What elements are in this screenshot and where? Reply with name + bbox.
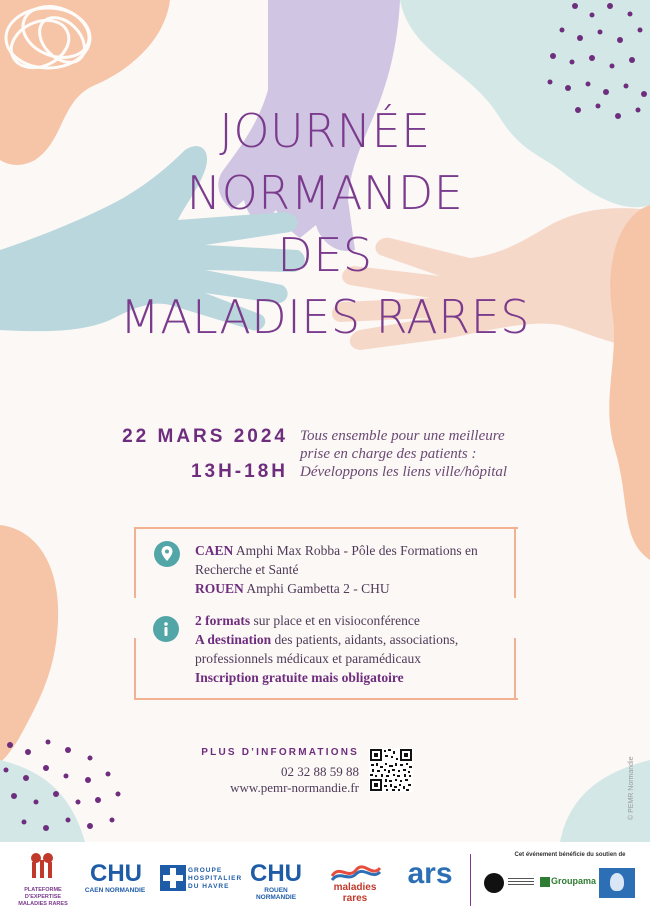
chu-caen-logo: CHU	[90, 860, 142, 887]
info-box-top-rule	[134, 527, 518, 529]
title-line-2: NORMANDE	[186, 166, 464, 220]
formats-bold: 2 formats	[195, 613, 251, 628]
info-box-border-gap-left	[132, 598, 138, 638]
audience-bold: A destination	[195, 632, 272, 647]
event-tagline	[300, 427, 560, 481]
pemr-line-2: MALADIES RARES	[18, 901, 68, 907]
mint-blob-bottom-left	[0, 760, 85, 842]
title-line-4: MALADIES RARES	[120, 290, 530, 344]
sponsor-logo-text-block	[508, 878, 534, 886]
audience-rest: des patients, aidants, associations,	[271, 632, 459, 647]
chu-caen-subtitle: CAEN NORMANDIE	[84, 887, 146, 894]
registration-note: Inscription gratuite mais obligatoire	[195, 670, 404, 685]
havre-logo-text	[188, 867, 243, 891]
location-text	[195, 541, 515, 598]
caen-city: CAEN	[195, 543, 234, 558]
tagline-line-3: Développons les liens ville/hôpital	[300, 464, 508, 480]
copyright-credit: © PEMR Normandie	[628, 756, 635, 820]
foundation-portrait-icon	[610, 873, 624, 891]
tagline-line-2: prise en charge des patients :	[300, 446, 477, 462]
caen-venue-line2: Recherche et Santé	[195, 562, 299, 577]
title-line-3: DES	[277, 228, 373, 282]
caen-venue: Amphi Max Robba - Pôle des Formations en	[233, 543, 478, 558]
pemr-line-1: PLATEFORME D'EXPERTISE	[24, 887, 62, 900]
pemr-logo-icon	[26, 850, 58, 882]
event-time: 13H-18H	[190, 461, 288, 482]
havre-line-2: HOSPITALIER	[188, 875, 243, 882]
info-icon	[153, 616, 179, 642]
chu-rouen-logo: CHU	[250, 860, 302, 887]
maladies-rares-logo: maladies rares	[333, 882, 377, 904]
details-text	[195, 611, 515, 687]
havre-logo-icon	[160, 865, 186, 891]
havre-line-3: DU HAVRE	[188, 883, 230, 890]
tagline-line-1: Tous ensemble pour une meilleure	[300, 428, 505, 444]
footer-divider	[470, 854, 471, 906]
pemr-logo-text	[8, 887, 78, 908]
groupama-logo-icon	[540, 877, 550, 887]
more-info-label: PLUS D’INFORMATIONS	[201, 747, 359, 758]
info-box-bottom-rule	[134, 698, 518, 700]
mint-blob-bottom-right	[560, 760, 650, 842]
peach-blob-left	[0, 525, 58, 762]
location-pin-icon	[154, 541, 180, 567]
formats-rest: sur place et en visioconférence	[250, 613, 420, 628]
support-label: Cet événement bénéficie du soutien de	[514, 852, 626, 858]
chu-rouen-subtitle: ROUEN NORMANDIE	[255, 887, 297, 901]
phone-number[interactable]: 02 32 88 59 88	[281, 764, 359, 779]
havre-line-1: GROUPE	[188, 867, 223, 874]
rouen-city: ROUEN	[195, 581, 244, 596]
groupama-logo: Groupama	[551, 876, 597, 886]
sponsor-footer	[0, 842, 650, 919]
rouen-venue: Amphi Gambetta 2 - CHU	[243, 581, 390, 596]
maladies-rares-logo-icon	[330, 862, 382, 882]
sponsor-logo-circle	[484, 873, 504, 893]
foundation-logo	[599, 868, 635, 898]
title-line-1: JOURNÉE	[219, 104, 431, 158]
audience-line2: professionnels médicaux et paramédicaux	[195, 651, 422, 666]
event-date: 22 MARS 2024	[122, 426, 288, 447]
ars-logo: ars	[407, 857, 453, 890]
qr-code[interactable]	[369, 748, 413, 792]
website-link[interactable]: www.pemr-normandie.fr	[230, 780, 359, 795]
